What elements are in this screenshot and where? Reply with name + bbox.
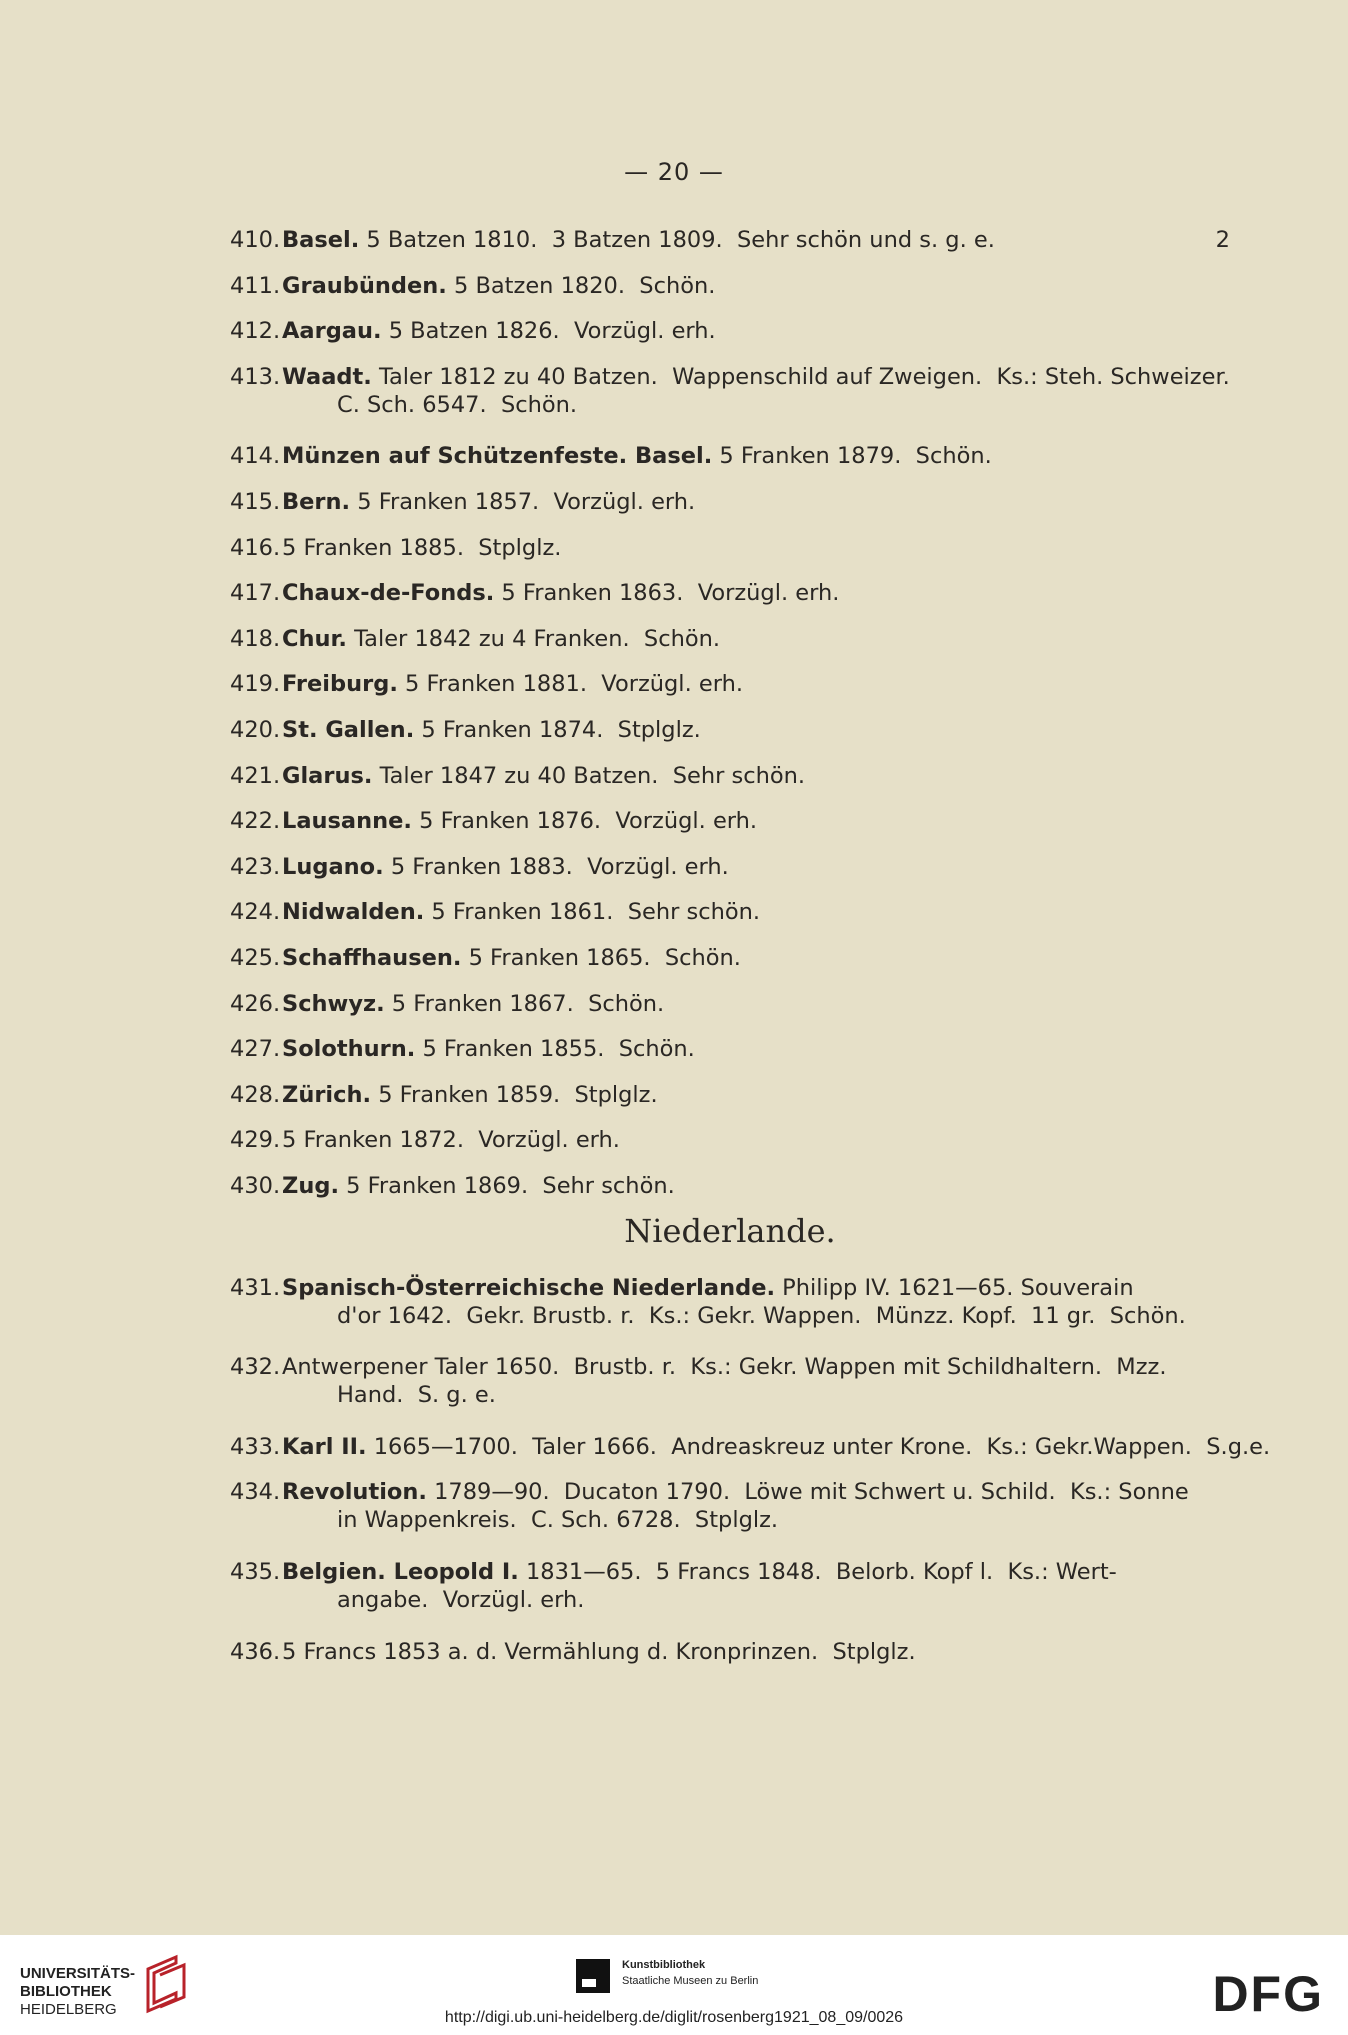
catalog-entry xyxy=(230,363,1230,419)
entry-number: 420. xyxy=(230,717,281,743)
entry-description: 1789—90. Ducaton 1790. Löwe mit Schwert u. Schild. Ks.: Sonne xyxy=(426,1479,1189,1506)
catalog-entry xyxy=(230,534,1230,562)
entry-title: Aargau. xyxy=(282,318,382,345)
entry-description: 5 Franken 1865. Schön. xyxy=(461,945,741,971)
entry-number: 414. xyxy=(230,443,281,470)
entry-number: 433. xyxy=(230,1433,281,1460)
entry-number: 421. xyxy=(230,762,281,789)
entry-description: 5 Franken 1883. Vorzügl. erh. xyxy=(383,853,729,880)
entry-description: 1665—1700. Taler 1666. Andreaskreuz unter Krone. Ks.: Gekr.Wappen. S.g.e. xyxy=(366,1433,1271,1460)
entry-title: Karl II. xyxy=(282,1433,367,1460)
catalog-entry xyxy=(230,1274,1230,1330)
entry-description: 5 Batzen 1826. Vorzügl. erh. xyxy=(381,318,716,345)
entry-number: 424. xyxy=(230,899,281,926)
catalog-entry xyxy=(230,1558,1230,1614)
entry-continuation: angabe. Vorzügl. erh. xyxy=(337,1587,585,1613)
entry-description: 5 Franken 1857. Vorzügl. erh. xyxy=(350,489,696,515)
entry-number: 435. xyxy=(230,1559,281,1585)
catalog-entry xyxy=(230,898,1230,926)
catalog-entry xyxy=(230,579,1230,607)
entry-title: Nidwalden. xyxy=(282,899,425,926)
catalog-entry xyxy=(230,488,1230,516)
entry-title: Lausanne. xyxy=(282,808,412,835)
catalog-entry xyxy=(230,1478,1230,1534)
entry-title: Zürich. xyxy=(282,1081,372,1108)
entry-title: Zug. xyxy=(282,1173,339,1199)
entry-number: 436. xyxy=(230,1638,281,1665)
catalog-entry xyxy=(230,442,1230,470)
entry-number: 428. xyxy=(230,1081,281,1108)
entry-number: 432. xyxy=(230,1354,281,1381)
catalog-entry xyxy=(230,807,1230,835)
entry-title: Münzen auf Schützenfeste. xyxy=(282,443,628,470)
entry-continuation: d'or 1642. Gekr. Brustb. r. Ks.: Gekr. Wappen. Münzz. Kopf. 11 gr. Schön. xyxy=(337,1302,1186,1329)
entry-description: 5 Franken 1879. Schön. xyxy=(712,443,992,470)
entry-title: Bern. xyxy=(282,489,351,515)
kunstbibliothek-logo-text[interactable] xyxy=(622,1957,758,1989)
entry-description: 5 Franken 1869. Sehr schön. xyxy=(339,1173,675,1199)
entry-title: Solothurn. xyxy=(282,1036,416,1063)
entry-number: 419. xyxy=(230,671,281,698)
entry-number: 422. xyxy=(230,808,281,835)
entry-description: 5 Batzen 1810. 3 Batzen 1809. Sehr schön und s. g. e. xyxy=(359,227,995,253)
dfg-logo[interactable]: DFG xyxy=(1212,1966,1324,2022)
entry-description: Taler 1842 zu 4 Franken. Schön. xyxy=(346,625,721,652)
catalog-entry xyxy=(230,853,1230,881)
ub-line3: HEIDELBERG xyxy=(20,2001,117,2018)
entry-description: 5 Franken 1885. Stplglz. xyxy=(282,534,562,561)
entry-title: Belgien. xyxy=(282,1559,386,1585)
entry-description: 1831—65. 5 Francs 1848. Belorb. Kopf l. Ks.: Wert- xyxy=(518,1559,1117,1585)
entry-description: 5 Franken 1867. Schön. xyxy=(384,990,665,1017)
entry-description: Taler 1847 zu 40 Batzen. Sehr schön. xyxy=(372,762,806,789)
entry-number: 425. xyxy=(230,945,281,971)
kb-line2: Staatliche Museen zu Berlin xyxy=(622,1975,759,1987)
entry-description: 5 Franken 1855. Schön. xyxy=(415,1036,695,1063)
catalog-entry xyxy=(230,716,1230,744)
entry-number: 426. xyxy=(230,990,281,1017)
entry-title: Spanisch-Österreichische Niederlande. xyxy=(282,1274,776,1301)
entry-title: Lugano. xyxy=(282,853,384,880)
entry-title: Schaffhausen. xyxy=(282,945,462,971)
entry-title: Basel. xyxy=(282,227,360,253)
entry-description: 5 Franken 1872. Vorzügl. erh. xyxy=(282,1127,620,1154)
entry-title: St. Gallen. xyxy=(282,717,415,743)
entry-number: 411. xyxy=(230,272,281,299)
catalog-entry xyxy=(230,1172,1230,1200)
catalog-entry xyxy=(230,762,1230,790)
entry-title: Schwyz. xyxy=(282,990,385,1017)
entry-number: 413. xyxy=(230,363,281,390)
kb-line1: Kunstbibliothek xyxy=(622,1959,706,1971)
catalog-entry xyxy=(230,990,1230,1018)
section-heading: Niederlande. xyxy=(624,1211,836,1250)
entry-subtitle: Basel. xyxy=(627,443,713,470)
entry-subtitle: Leopold I. xyxy=(385,1559,519,1585)
entry-description: 5 Franken 1881. Vorzügl. erh. xyxy=(397,671,743,698)
ub-heidelberg-logo-icon xyxy=(140,1953,192,2015)
entry-description: 5 Franken 1863. Vorzügl. erh. xyxy=(494,580,840,607)
ub-line1: UNIVERSITÄTS- xyxy=(20,1965,136,1982)
entry-title: Glarus. xyxy=(282,762,373,789)
ub-line2: BIBLIOTHEK xyxy=(20,1983,112,2000)
entry-description: 5 Franken 1859. Stplglz. xyxy=(371,1081,658,1108)
catalog-entry xyxy=(230,317,1230,345)
entry-number: 429. xyxy=(230,1127,281,1154)
entry-price: 2 xyxy=(1215,227,1230,253)
entry-number: 430. xyxy=(230,1173,281,1199)
entry-continuation: Hand. S. g. e. xyxy=(337,1382,496,1409)
catalog-entry xyxy=(230,1353,1230,1409)
entry-number: 412. xyxy=(230,318,281,345)
entry-title: Freiburg. xyxy=(282,671,398,698)
catalog-entry xyxy=(230,1433,1271,1461)
entry-number: 423. xyxy=(230,853,281,880)
entry-number: 434. xyxy=(230,1479,281,1506)
footer-bar xyxy=(0,1935,1348,2035)
catalog-entry xyxy=(230,1081,1230,1109)
entry-description: Antwerpener Taler 1650. Brustb. r. Ks.: Gekr. Wappen mit Schildhaltern. Mzz. xyxy=(282,1354,1167,1381)
entry-number: 427. xyxy=(230,1036,281,1063)
entry-number: 410. xyxy=(230,227,281,253)
catalog-entry xyxy=(230,1638,1230,1666)
entry-number: 416. xyxy=(230,534,281,561)
entry-title: Waadt. xyxy=(282,363,372,390)
catalog-entry xyxy=(230,226,1230,254)
entry-description: 5 Batzen 1820. Schön. xyxy=(446,272,716,299)
catalog-entry xyxy=(230,1035,1230,1063)
entry-number: 415. xyxy=(230,489,281,515)
entry-description: Philipp IV. 1621—65. Souverain xyxy=(775,1274,1134,1301)
catalog-entry xyxy=(230,670,1230,698)
permalink-url[interactable]: http://digi.ub.uni-heidelberg.de/diglit/rosenberg1921_08_09/0026 xyxy=(444,2009,904,2026)
entry-title: Revolution. xyxy=(282,1479,427,1506)
entry-description: Taler 1812 zu 40 Batzen. Wappenschild auf Zweigen. Ks.: Steh. Schweizer. xyxy=(371,363,1230,390)
entry-title: Chaux-de-Fonds. xyxy=(282,580,495,607)
entry-number: 431. xyxy=(230,1274,281,1301)
page-number: — 20 — xyxy=(624,158,724,186)
entry-continuation: in Wappenkreis. C. Sch. 6728. Stplglz. xyxy=(337,1507,779,1534)
entry-description: 5 Franken 1861. Sehr schön. xyxy=(424,899,761,926)
entry-description: 5 Francs 1853 a. d. Vermählung d. Kronprinzen. Stplglz. xyxy=(282,1638,916,1665)
entry-title: Chur. xyxy=(282,625,347,652)
catalog-entry xyxy=(230,272,1230,300)
kunstbibliothek-logo-icon xyxy=(576,1959,610,1993)
entry-description: 5 Franken 1876. Vorzügl. erh. xyxy=(411,808,758,835)
entry-number: 418. xyxy=(230,625,281,652)
entry-number: 417. xyxy=(230,580,281,607)
catalog-entry xyxy=(230,625,1230,653)
catalog-entry xyxy=(230,1126,1230,1154)
catalog-entry xyxy=(230,944,1230,972)
entry-continuation: C. Sch. 6547. Schön. xyxy=(337,391,578,418)
entry-description: 5 Franken 1874. Stplglz. xyxy=(414,717,701,743)
entry-title: Graubünden. xyxy=(282,272,447,299)
